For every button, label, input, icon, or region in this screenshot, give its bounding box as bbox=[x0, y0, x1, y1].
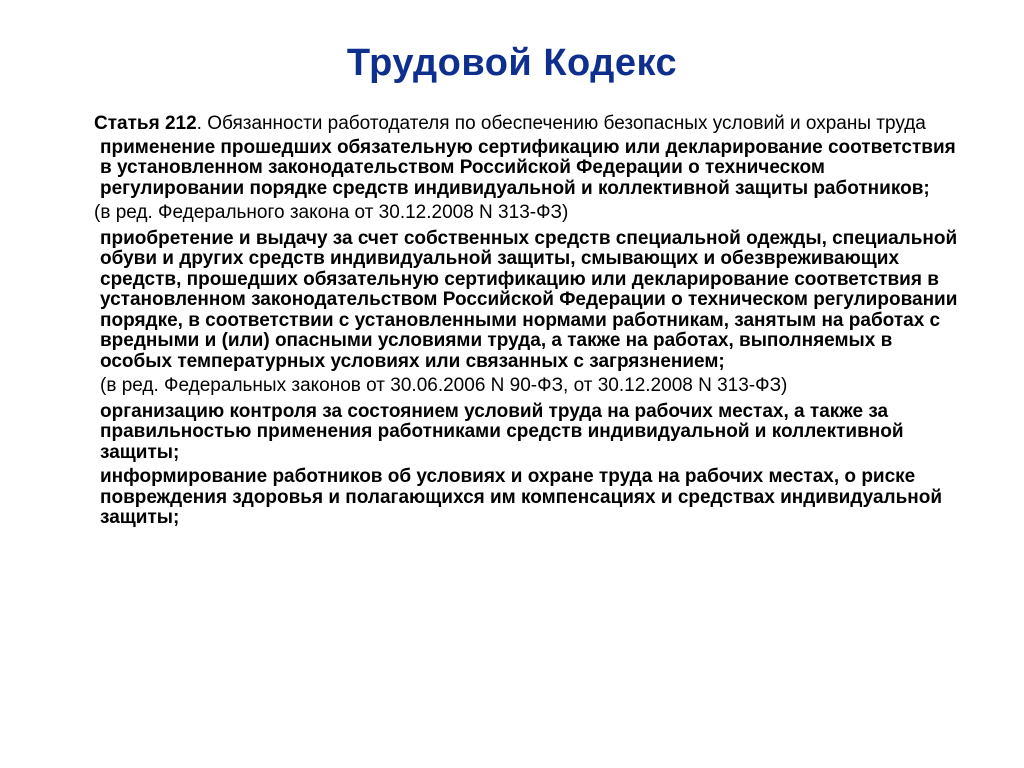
obligation-item: информирование работников об условиях и охране труда на рабочих местах, о риске повреждения здоровья и полагающихся им компенсациях и средствах индивидуальной защиты; bbox=[100, 466, 943, 528]
obligation-item: организацию контроля за состоянием условий труда на рабочих местах, а также за правильностью применения работниками средств индивидуальной и коллективной защиты; bbox=[100, 400, 904, 463]
amendment-note: (в ред. Федерального закона от 30.12.2008 N 313-ФЗ) bbox=[94, 202, 569, 223]
obligation-item: приобретение и выдачу за счет собственных средств специальной одежды, специальной обуви и других средств индивидуальной защиты, смывающих и обезвреживающих средств, прошедших обязательную сертификацию или декларирование соответствия в установленном законодательством Российской Федерации о техническом регулировании порядке, в соответствии с установленными нормами работникам, занятым на работах с вредными и (или) опасными условиями труда, а также на работах, выполняемых в особых температурных условиях или связанных с загрязнением; bbox=[100, 227, 958, 372]
article-body bbox=[0, 114, 1024, 533]
slide-title: Трудовой Кодекс bbox=[346, 42, 678, 84]
obligation-item: применение прошедших обязательную сертификацию или декларирование соответствия в установленном законодательством Российской Федерации о техническом регулировании порядке средств индивидуальной и коллективной защиты работников; bbox=[100, 136, 956, 199]
article-number: Статья 212 bbox=[94, 113, 197, 134]
amendment-note: (в ред. Федеральных законов от 30.06.2006 N 90-ФЗ, от 30.12.2008 N 313-ФЗ) bbox=[100, 375, 788, 396]
article-title: . Обязанности работодателя по обеспечению безопасных условий и охраны труда bbox=[196, 113, 926, 134]
article-heading bbox=[0, 114, 1024, 135]
